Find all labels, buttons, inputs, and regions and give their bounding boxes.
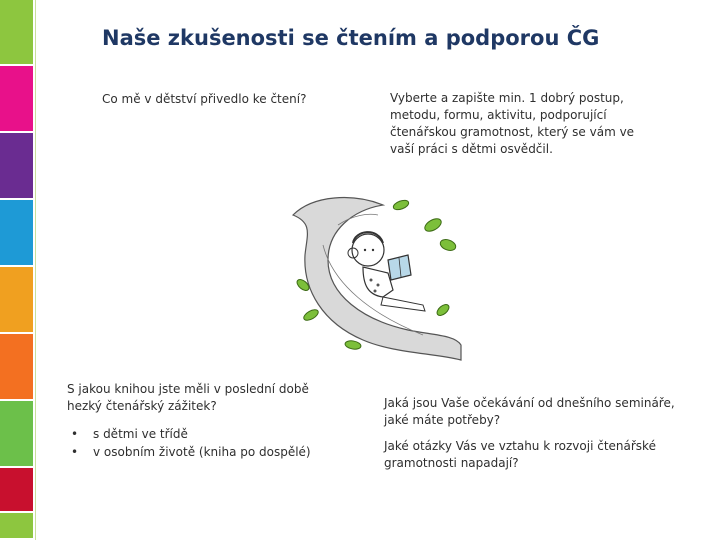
stripe-block-purple xyxy=(0,133,33,200)
page-title: Naše zkušenosti se čtením a podporou ČG xyxy=(102,26,600,50)
question-childhood-reading: Co mě v dětství přivedlo ke čtení? xyxy=(102,92,307,106)
stripe-block-blue xyxy=(0,200,33,267)
question-recent-book: S jakou knihou jste měli v poslední době hezký čtenářský zážitek? xyxy=(67,382,309,413)
stripe-block-yellow xyxy=(0,267,33,334)
bullet-icon: • xyxy=(71,445,79,459)
stripe-block-orange xyxy=(0,334,33,401)
stripe-block-green-bottom xyxy=(0,513,33,540)
list-item: • v osobním životě (kniha po dospělé) xyxy=(71,445,311,459)
book-context-list xyxy=(67,425,311,461)
bullet-icon: • xyxy=(71,427,79,441)
stripe-block-lightgreen xyxy=(0,401,33,468)
divider-line xyxy=(35,0,36,540)
question-good-practice: Vyberte a zapište min. 1 dobrý postup, metodu, formu, aktivitu, podporující čtenářskou gramotnost, který se vám ve vaší práci s dětmi osvědčil. xyxy=(390,91,635,156)
list-item: • s dětmi ve třídě xyxy=(71,427,188,441)
stripe-block-red xyxy=(0,468,33,513)
question-expectations: Jaká jsou Vaše očekávání od dnešního semináře, jaké máte potřeby? xyxy=(384,396,675,427)
stripe-block-green xyxy=(0,0,33,66)
question-literacy-development: Jaké otázky Vás ve vztahu k rozvoji čtenářské gramotnosti napadají? xyxy=(384,439,656,470)
girl-reading-illustration xyxy=(283,185,463,367)
color-stripe xyxy=(0,0,33,540)
stripe-block-magenta xyxy=(0,66,33,133)
